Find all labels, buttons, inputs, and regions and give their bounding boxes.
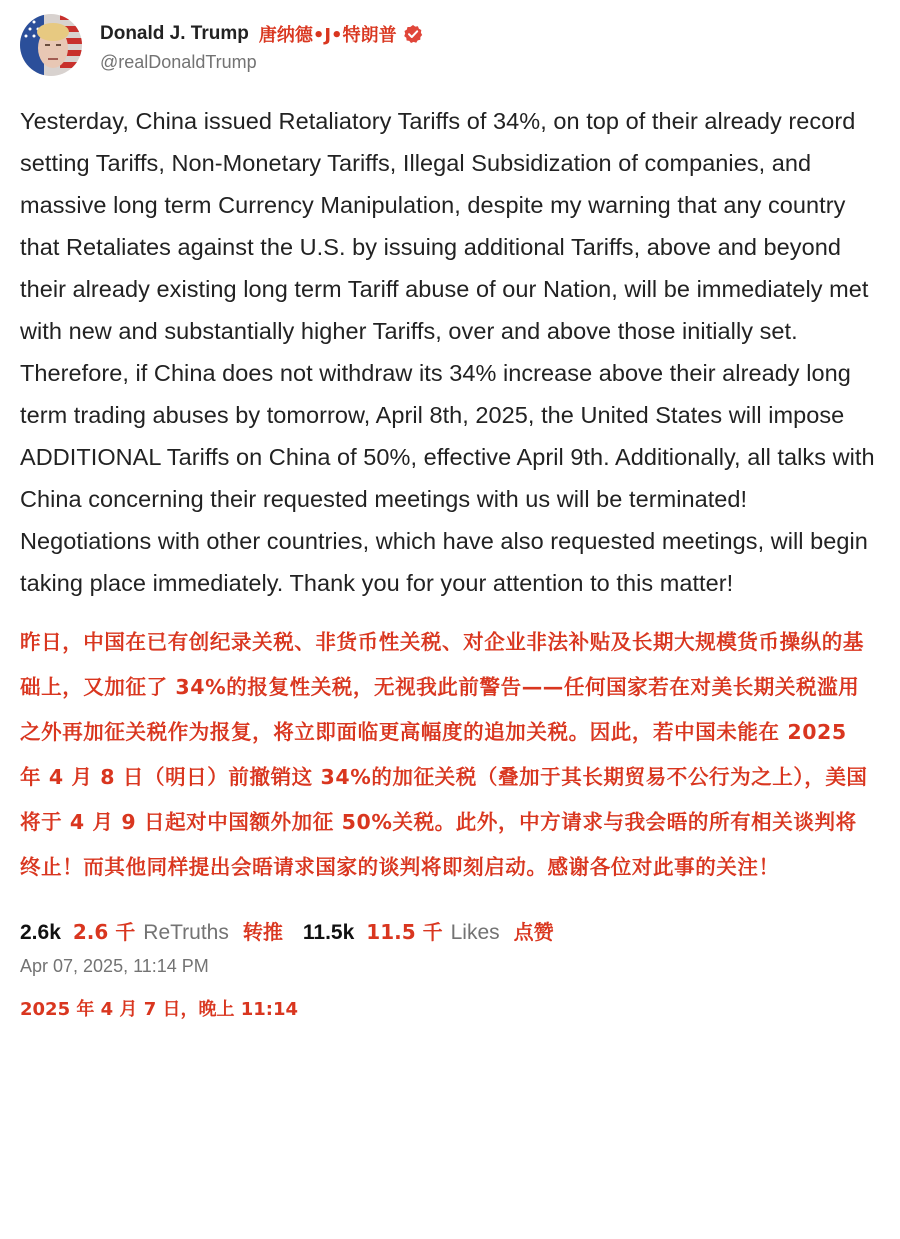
author-avatar[interactable] [20,14,82,76]
post-timestamp[interactable]: Apr 07, 2025, 11:14 PM [20,956,209,976]
post-body-english: Yesterday, China issued Retaliatory Tariffs of 34%, on top of their already record setting Tariffs, Non-Monetary Tariffs, Illegal Subsidization of companies, and massive long term Currency Manipulation, despite my warning that any country that Retaliates against the U.S. by issuing additional Tariffs, above and beyond their already existing long term Tariff abuse of our Nation, will be immediately met with new and substantially higher Tariffs, over and above those initially set. Therefore, if China does not withdraw its 34% increase above their already long term trading abuses by tomorrow, April 8th, 2025, the United States will impose ADDITIONAL Tariffs on China of 50%, effective April 9th. Additionally, all talks with China concerning their requested meetings with us will be terminated! Negotiations with other countries, which have also requested meetings, will begin taking place immediately. Thank you for your attention to this matter! [20,108,875,596]
author-handle[interactable]: @realDonaldTrump [100,52,257,72]
verified-badge-icon [403,24,423,44]
retruths-count[interactable]: 2.6k [20,921,61,944]
post-header [20,14,880,84]
likes-count[interactable]: 11.5k [302,921,355,944]
retruths-label[interactable]: ReTruths [143,921,229,944]
author-display-name[interactable]: Donald J. Trump [100,23,249,44]
name-row [100,20,423,48]
post-stats [20,916,880,946]
author-names [100,20,423,73]
retruths-count-cn: 2.6 千 [72,920,136,944]
post-body-chinese: 昨日，中国在已有创纪录关税、非货币性关税、对企业非法补贴及长期大规模货币操纵的基础上，又加征了 34%的报复性关税，无视我此前警告——任何国家若在对美长期关税滥用之外再加征关税作为报复，将立即面临更高幅度的追加关税。因此，若中国未能在 2025 年 4 月 8 日（明日）前撤销这 34%的加征关税（叠加于其长期贸易不公行为之上），美国将于 4 月 9 日起对中国额外加征 50%关税。此外，中方请求与我会晤的所有相关谈判将终止！而其他同样提出会晤请求国家的谈判将即刻启动。感谢各位对此事的关注！ [20,630,868,879]
retruths-label-cn: 转推 [242,920,283,944]
author-display-name-cn: 唐纳德•J•特朗普 [258,25,397,46]
post-card [20,14,880,1021]
likes-label-cn: 点赞 [513,920,554,944]
post-timestamp-cn: 2025 年 4 月 7 日，晚上 11:14 [20,999,299,1020]
likes-count-cn: 11.5 千 [366,920,443,944]
avatar-image [20,14,82,76]
likes-label[interactable]: Likes [450,921,500,944]
